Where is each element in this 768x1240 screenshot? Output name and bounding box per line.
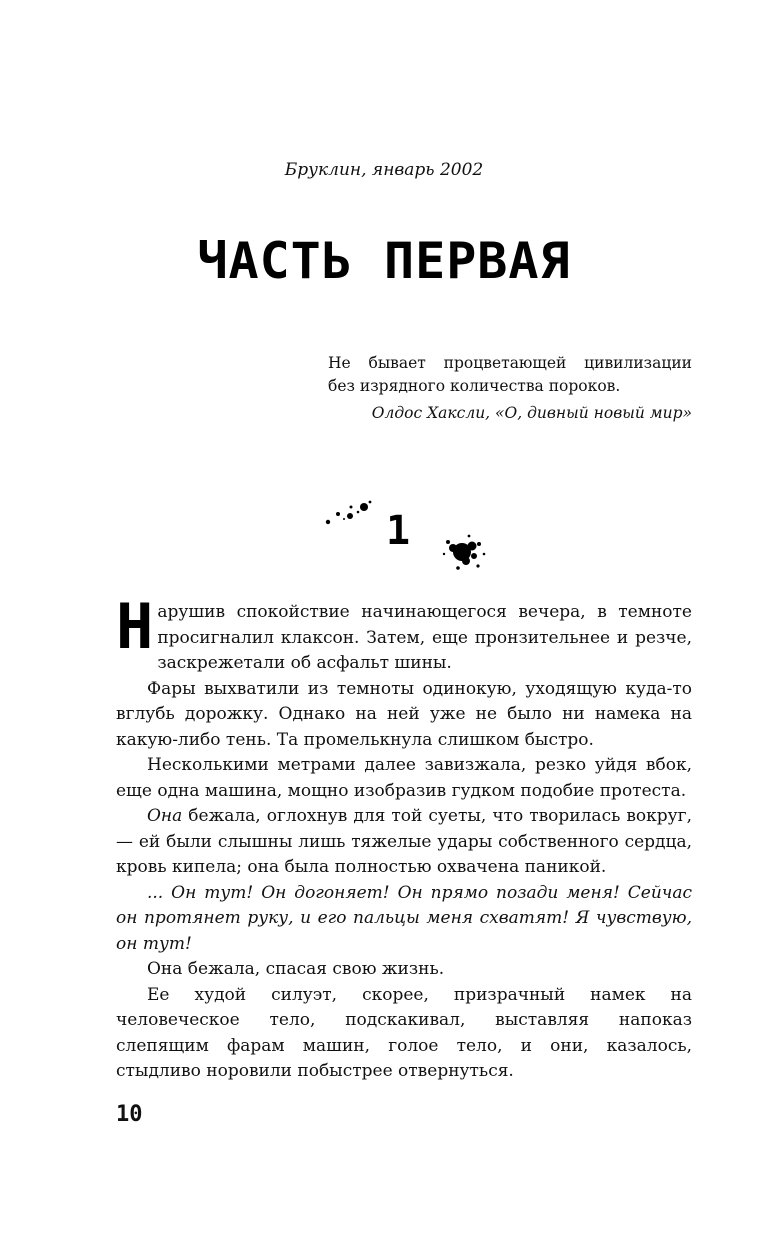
paragraph-italic [116,881,692,958]
chapter-number: 1 [386,508,411,554]
ink-splatter-left-icon [318,492,378,532]
paragraph: Ее худой силуэт, скорее, призрачный намек на человеческое тело, подскакивал, выставляя напоказ слепящим фарам машин, голое тело, и они, казалось, стыдливо норовили побыстрее отвернуться. [116,984,692,1081]
paragraph: Несколькими метрами далее завизжала, резко уйдя вбок, еще одна машина, мощно изобразив гудком подобие протеста. [116,755,692,801]
epigraph [328,352,692,425]
emphasis: ... Он тут! Он догоняет! Он прямо позади меня! Сейчас он протянет руку, и его пальцы меня схватят! Я чувствую, он тут! [116,882,692,954]
chapter-heading [318,492,488,578]
paragraph: Она бежала, спасая свою жизнь. [147,959,445,979]
paragraph: Фары выхватили из темноты одинокую, уходящую куда-то вглубь дорожку. Однако на ней уже не было ни намека на какую-либо тень. Та промелькнула слишком быстро. [116,678,692,750]
epigraph-line: Не бывает процветающей цивилизации [328,354,692,372]
paragraph-text: арушив спокойствие начинающегося вечера, в темноте просигналил клаксон. Затем, еще пронзительнее и резче, заскрежетали об асфальт шины. [157,602,692,673]
part-title: ЧАСТЬ ПЕРВАЯ [197,232,571,290]
epigraph-line: без изрядного количества пороков. [328,377,621,395]
paragraph-text: бежала, оглохнув для той суеты, что творилась вокруг, — ей были слышны лишь тяжелые удары собственного сердца, кровь кипела; она была полностью охвачена паникой. [116,806,692,877]
emphasis: Она [147,806,183,826]
paragraph [116,804,692,881]
place-date: Бруклин, январь 2002 [284,160,484,180]
drop-cap: Н [116,590,154,663]
body-text [116,590,692,1085]
page-number: 10 [116,1102,143,1127]
epigraph-source: Олдос Хаксли, «О, дивный новый мир» [371,404,692,422]
paragraph [116,590,692,677]
ink-splatter-right-icon [436,528,496,578]
